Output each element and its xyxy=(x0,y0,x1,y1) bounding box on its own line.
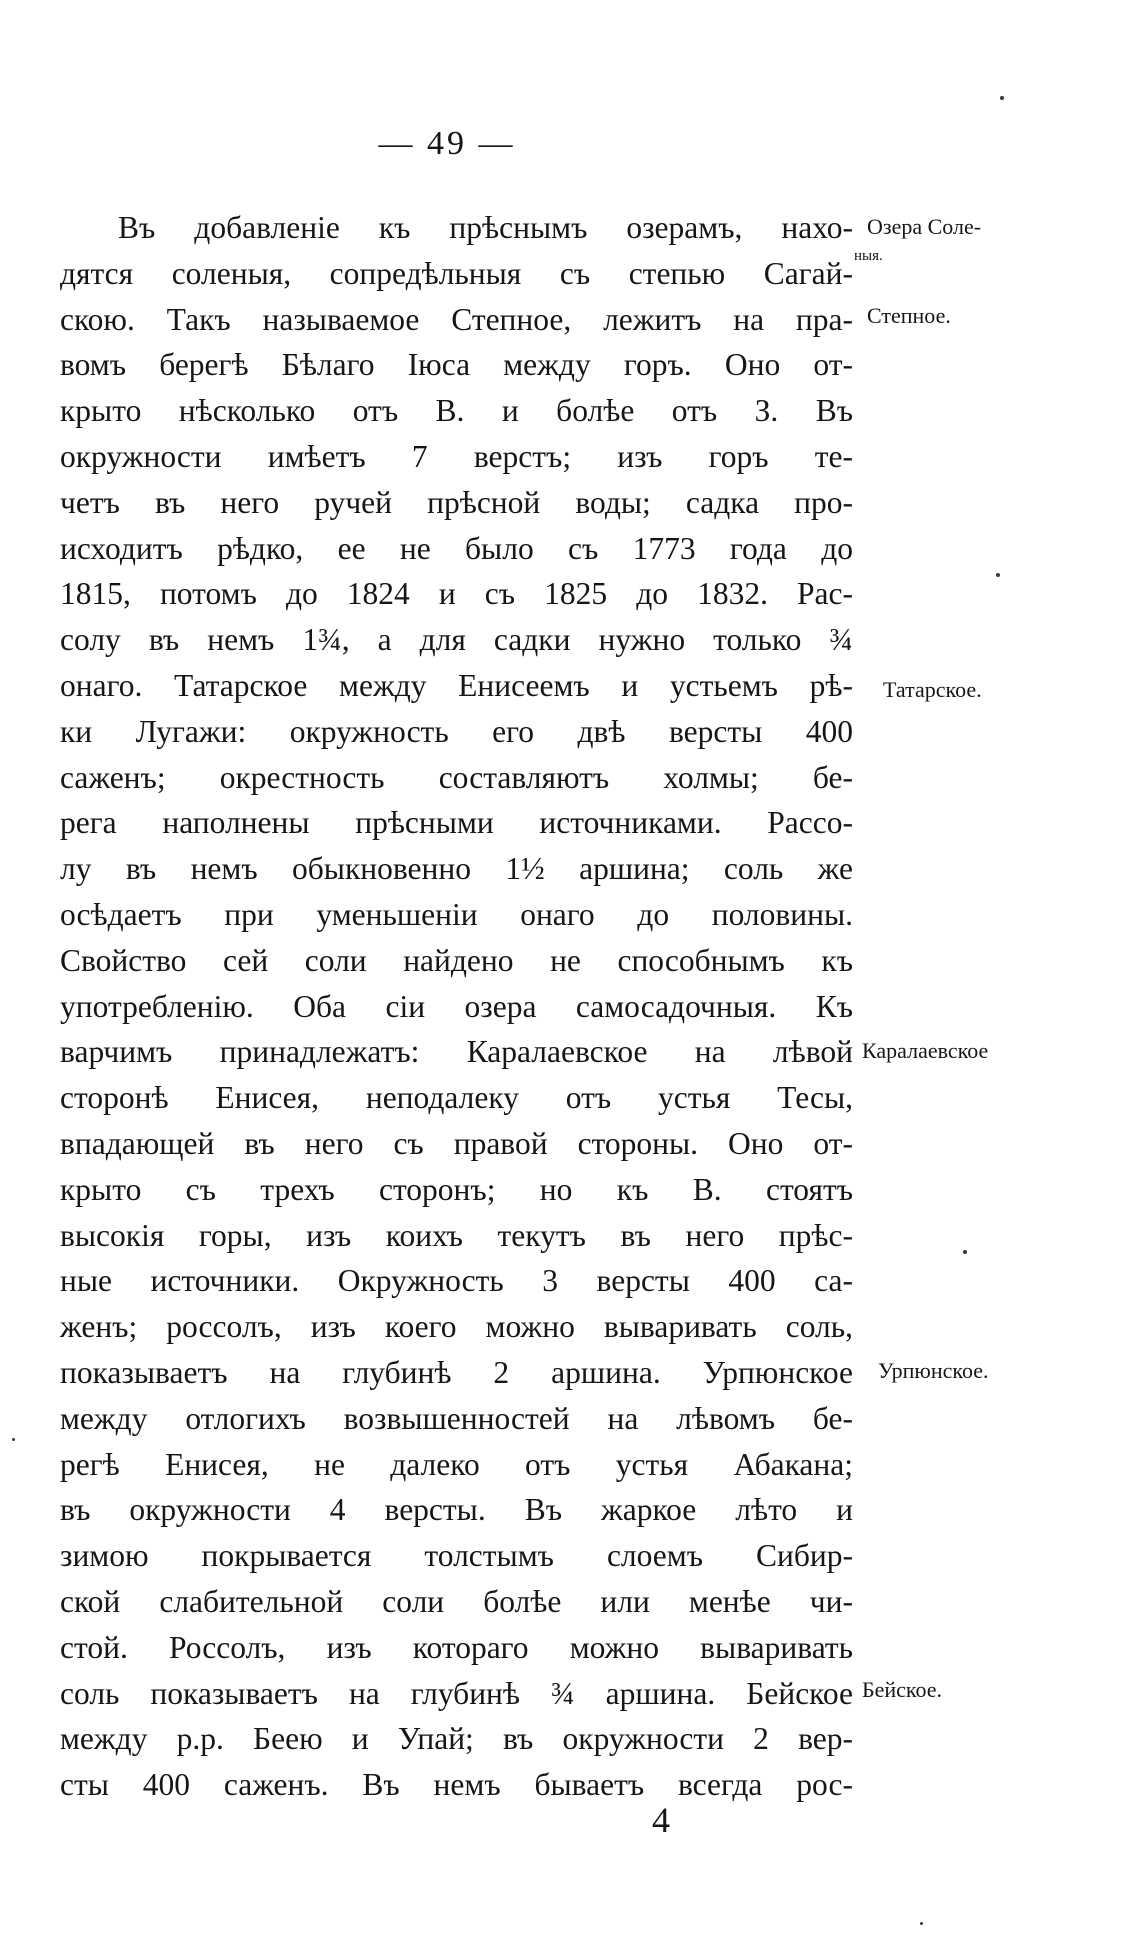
text-line: онаго. Татарское между Енисеемъ и устьемъ рѣ- xyxy=(60,667,853,703)
margin-note-tatarskoe: Татарское. xyxy=(883,677,982,702)
margin-note-karalaevskoe: Каралаевское xyxy=(862,1038,989,1063)
margin-note-beyskoe: Бейское. xyxy=(862,1677,943,1702)
text-line: въ окружности 4 версты. Въ жаркое лѣто и xyxy=(60,1492,853,1528)
text-line: Въ добавленіе къ прѣснымъ озерамъ, нахо- xyxy=(118,210,853,245)
text-line: регѣ Енисея, не далеко отъ устья Абакана; xyxy=(60,1446,853,1482)
text-line: осѣдаетъ при уменьшеніи онаго до половины. xyxy=(60,896,853,932)
text-line: ные источники. Окружность 3 версты 400 са- xyxy=(60,1263,853,1299)
body-text xyxy=(60,205,853,1808)
text-line: сторонѣ Енисея, неподалеку отъ устья Тесы, xyxy=(60,1080,853,1116)
text-line: крыто съ трехъ сторонъ; но къ В. стоятъ xyxy=(60,1171,853,1207)
margin-note-stepnoe: Степное. xyxy=(867,303,951,328)
text-line: скою. Такъ называемое Степное, лежитъ на пра- xyxy=(60,301,853,337)
text-line: ки Лугажи: окружность его двѣ версты 400 xyxy=(60,713,853,749)
text-line: варчимъ принадлежатъ: Каралаевское на лѣвой xyxy=(60,1034,853,1070)
text-line: зимою покрывается толстымъ слоемъ Сибир- xyxy=(60,1538,853,1574)
text-line: между отлогихъ возвышенностей на лѣвомъ бе- xyxy=(60,1400,853,1436)
margin-note-salt-lakes-suffix: ныя. xyxy=(854,248,883,264)
text-line: показываетъ на глубинѣ 2 аршина. Урпюнское xyxy=(60,1354,853,1390)
print-speck xyxy=(996,573,1000,577)
text-line: саженъ; окрестность составляютъ холмы; бе- xyxy=(60,759,853,795)
text-line: лу въ немъ обыкновенно 1½ аршина; соль же xyxy=(60,851,853,887)
text-line: высокія горы, изъ коихъ текутъ въ него прѣс- xyxy=(60,1217,853,1253)
text-line: женъ; россолъ, изъ коего можно вываривать соль, xyxy=(60,1309,853,1345)
page-number: — 49 — xyxy=(378,125,516,162)
text-line: сты 400 саженъ. Въ немъ бываетъ всегда рос- xyxy=(60,1767,853,1803)
text-line: ской слабительной соли болѣе или менѣе чи- xyxy=(60,1583,853,1619)
text-line: рега наполнены прѣсными источниками. Рассо- xyxy=(60,805,853,841)
text-line: между р.р. Беею и Упай; въ окружности 2 вер- xyxy=(60,1721,853,1757)
text-line: исходитъ рѣдко, ее не было съ 1773 года до xyxy=(60,530,853,566)
text-line: солу въ немъ 1¾, а для садки нужно только ¾ xyxy=(60,622,853,658)
text-line: Свойство сей соли найдено не способнымъ къ xyxy=(60,942,853,978)
print-speck xyxy=(1000,96,1004,100)
print-speck xyxy=(12,1438,15,1441)
text-line: впадающей въ него съ правой стороны. Оно от- xyxy=(60,1125,853,1161)
text-line: употребленію. Оба сіи озера самосадочныя. Къ xyxy=(60,988,853,1024)
text-line: стой. Россолъ, изъ котораго можно вываривать xyxy=(60,1629,853,1665)
text-line: вомъ берегѣ Бѣлаго Іюса между горъ. Оно от- xyxy=(60,347,853,383)
margin-note-salt-lakes: Озера Соле- xyxy=(867,214,982,239)
text-line: четъ въ него ручей прѣсной воды; садка про- xyxy=(60,484,853,520)
text-line: 1815, потомъ до 1824 и съ 1825 до 1832. Рас- xyxy=(60,576,853,612)
print-speck xyxy=(963,1250,967,1254)
text-line: крыто нѣсколько отъ В. и болѣе отъ З. Въ xyxy=(60,393,853,429)
text-line: соль показываетъ на глубинѣ ¾ аршина. Бейское xyxy=(60,1675,853,1711)
margin-note-salt-lakes-continued xyxy=(854,240,883,269)
signature-mark: 4 xyxy=(652,1800,670,1840)
text-line: окружности имѣетъ 7 верстъ; изъ горъ те- xyxy=(60,438,853,474)
text-line: дятся соленыя, сопредѣльныя съ степью Сагай- xyxy=(60,255,853,291)
margin-note-urpyunskoe: Урпюнское. xyxy=(878,1358,989,1383)
print-speck xyxy=(920,1922,923,1925)
